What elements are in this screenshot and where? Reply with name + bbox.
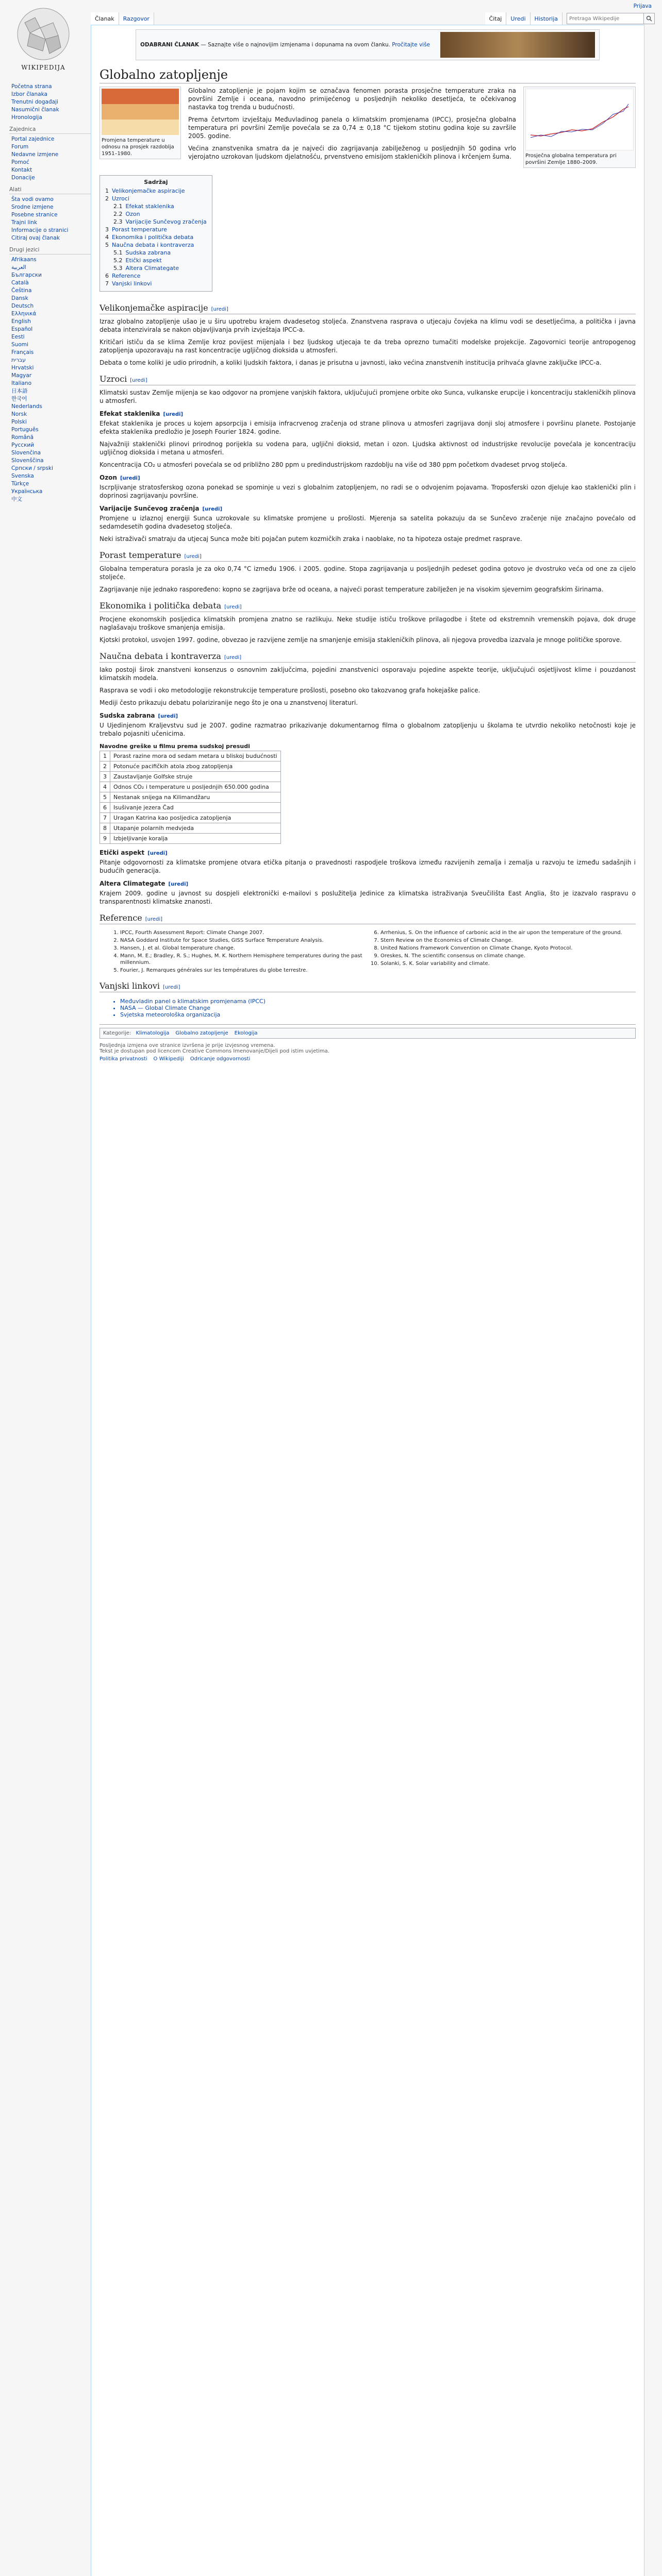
thumbnail-caption: Promjena temperature u odnosu na prosjek razdoblja 1951–1980. [102, 138, 174, 157]
sidebar-item[interactable]: Ελληνικά [11, 311, 37, 317]
table-row [100, 803, 281, 813]
search-button[interactable] [643, 13, 655, 24]
section-heading: Etički aspekt [uredi] [100, 849, 168, 856]
edit-section-link[interactable]: [uredi] [224, 655, 242, 660]
sidebar-portlet [6, 187, 91, 242]
section-heading: Varijacije Sunčevog zračenja [uredi] [100, 505, 223, 512]
table-cell: Porast razine mora od sedam metara u bliskoj budućnosti [110, 751, 281, 761]
toc-item[interactable]: 2 Uzroci [105, 195, 129, 202]
thumbnail-caption: Prosječna globalna temperatura pri površini Zemlje 1880–2009. [525, 153, 617, 165]
section-heading: Reference [uredi] [100, 913, 636, 924]
sidebar-item[interactable]: Hronologija [11, 114, 42, 121]
reference-item: 2. NASA Goddard Institute for Space Studies, GISS Surface Temperature Analysis. [120, 937, 375, 944]
page-title: Globalno zatopljenje [100, 67, 636, 83]
paragraph: Najvažniji staklenički plinovi prirodnog porijekla su vodena para, ugljični dioksid, metan i ozon. Ljudska aktivnost od industrijske revolucije povećala je koncentraciju ugljičnog dioksida i metana u atmosferi. [100, 440, 636, 456]
sidebar-item[interactable]: Dansk [11, 295, 28, 301]
table-cell: 7 [100, 813, 110, 823]
article-sections [100, 303, 636, 738]
sidebar-item[interactable]: Türkçe [11, 481, 29, 487]
search-icon [646, 15, 652, 22]
sidebar-item[interactable]: Kontakt [11, 167, 32, 173]
paragraph: Debata o tome koliki je udio prirodnih, a koliki ljudskih faktora, i danas je prisutna u javnosti, iako većina znanstvenih institucija prihvaća glavne zaključke IPCC-a. [100, 359, 602, 366]
edit-section-link[interactable]: [uredi] [158, 714, 178, 719]
toc-item[interactable]: 6 Reference [105, 273, 141, 279]
paragraph: Iscrpljivanje stratosferskog ozona ponekad se spominje u vezi s globalnim zatopljenjem, no radi se o odvojenim pojavama. Troposferski ozon djeluje kao staklenički plin i doprinosi zagrijavanju površine. [100, 484, 636, 499]
table-cell: 4 [100, 782, 110, 792]
table-cell: Odnos CO₂ i temperature u posljednjih 650.000 godina [110, 782, 281, 792]
table-cell: Uragan Katrina kao posljedica zatopljenja [110, 813, 281, 823]
reference-item: 4. Mann, M. E.; Bradley, R. S.; Hughes, M. K. Northern Hemisphere temperatures during the past millennium. [120, 953, 375, 966]
toc-item[interactable]: 5.3 Altera Climategate [113, 265, 179, 272]
sidebar-item[interactable]: Izbor članaka [11, 91, 47, 97]
sidebar [0, 82, 91, 508]
edit-section-link[interactable]: [uredi] [130, 378, 147, 383]
tab-history[interactable]: Historija [531, 12, 562, 25]
table-cell: Nestanak snijega na Kilimandžaru [110, 792, 281, 803]
reference-item: 10. Solanki, S. K. Solar variability and climate. [380, 960, 636, 967]
toc-item[interactable]: 1 Velikonjemačke aspiracije [105, 188, 185, 194]
toc-item[interactable]: 3 Porast temperature [105, 226, 167, 233]
table-cell: 6 [100, 803, 110, 813]
sidebar-heading: Zajednica [9, 126, 91, 134]
personal-tools [628, 3, 652, 9]
toc-item[interactable]: 2.1 Efekat staklenika [113, 203, 174, 210]
toc-item[interactable]: 5.1 Sudska zabrana [113, 249, 171, 256]
sidebar-item[interactable]: Citiraj ovaj članak [11, 235, 60, 241]
paragraph: Koncentracija CO₂ u atmosferi povećala se od približno 280 ppm u predindustrijskom razdoblju na više od 380 ppm početkom dvadeset prvog stoljeća. [100, 461, 567, 468]
sidebar-item[interactable]: 中文 [11, 496, 22, 502]
paragraph: Kjotski protokol, usvojen 1997. godine, obvezao je razvijene zemlje na smanjenje emisija stakleničkih plinova, ali njegova provedba izazvala je mnoge političke sporove. [100, 636, 622, 643]
sidebar-heading: Drugi jezici [9, 247, 91, 255]
reference-item: 1. IPCC, Fourth Assessment Report: Climate Change 2007. [120, 929, 375, 936]
category-link[interactable]: Ekologija [234, 1030, 258, 1036]
footer [100, 1024, 636, 1062]
edit-section-link[interactable]: [uredi] [184, 554, 202, 560]
section-heading: Velikonjemačke aspiracije [uredi] [100, 303, 636, 314]
table-row [100, 761, 281, 772]
paragraph: Klimatski sustav Zemlje mijenja se kao odgovor na promjene vanjskih faktora, uključujući promjene orbite oko Sunca, vulkanske erupcije i koncentraciju stakleničkih plinova u atmosferi. [100, 389, 636, 404]
reference-item: 6. Arrhenius, S. On the influence of carbonic acid in the air upon the temperature of the ground. [380, 929, 636, 936]
sidebar-item[interactable]: Svenska [11, 473, 34, 479]
search-input[interactable] [567, 13, 644, 24]
paragraph: Krajem 2009. godine u javnost su dospjeli elektronički e-mailovi s poslužitelja Jedinice za klimatska istraživanja Sveučilišta East Anglia, što je izazvalo raspravu o transparentnosti klimatske znanosti. [100, 890, 636, 905]
login-link[interactable]: Prijava [633, 3, 652, 9]
paragraph: U Ujedinjenom Kraljevstvu sud je 2007. godine razmatrao prikazivanje dokumentarnog filma o globalnom zatopljenju u školama te utvrdio nekoliko netočnosti koje je trebalo pojasniti učenicima. [100, 722, 636, 737]
sidebar-portlet [6, 126, 91, 181]
sidebar-heading: Alati [9, 187, 91, 194]
sidebar-item[interactable]: עברית [11, 357, 26, 363]
table-row [100, 823, 281, 834]
sidebar-item[interactable]: Posebne stranice [11, 212, 58, 218]
table-of-contents [100, 175, 212, 292]
section-heading: Naučna debata i kontraverza [uredi] [100, 651, 636, 663]
table-row [100, 813, 281, 823]
sidebar-item[interactable]: Pomoć [11, 159, 29, 165]
section-heading: Porast temperature [uredi] [100, 550, 636, 562]
table-cell: 3 [100, 772, 110, 782]
site-notice-link[interactable]: Pročitajte više [392, 42, 431, 48]
toc-list [105, 188, 207, 287]
sidebar-item[interactable]: Čeština [11, 287, 32, 294]
footer-line: Posljednja izmjena ove stranice izvršena je prije izvjesnog vremena. [100, 1043, 275, 1048]
sidebar-item[interactable]: Trenutni događaji [11, 99, 58, 105]
sidebar-item[interactable]: Српски / srpski [11, 465, 53, 471]
section-heading: Ozon [uredi] [100, 474, 140, 481]
errors-table [100, 742, 281, 844]
sidebar-item[interactable]: Informacije o stranici [11, 227, 69, 233]
section-heading: Sudska zabrana [uredi] [100, 712, 178, 719]
site-notice-banner [440, 32, 595, 58]
sidebar-item[interactable]: 日本語 [11, 388, 28, 394]
paragraph: Kritičari ističu da se klima Zemlje kroz povijest mijenjala i bez ljudskog utjecaja te da treba oprezno tumačiti modelske projekcije. Zagovornici teorije antropogenog zatopljenja upozoravaju na rast koncentracije ugljičnog dioksida u atmosferi. [100, 338, 636, 354]
sidebar-item[interactable]: Slovenčina [11, 450, 41, 456]
sidebar-portlet [6, 83, 91, 121]
tab-edit[interactable]: Uredi [506, 12, 530, 25]
section-heading: Altera Climategate [uredi] [100, 880, 189, 887]
site-notice-title: ODABRANI ČLANAK [140, 42, 199, 48]
paragraph: Procjene ekonomskih posljedica klimatskih promjena znatno se razlikuju. Neke studije ističu troškove prilagodbe i štete od ekstremnih vremenskih pojava, dok druge naglašavaju troškove smanjenja emisija. [100, 616, 636, 631]
article-sections-after-table [100, 849, 636, 924]
category-links: Kategorije: Klimatologija Globalno zatopljenje Ekologija [100, 1028, 636, 1039]
sidebar-item[interactable]: Šta vodi ovamo [11, 196, 54, 202]
table-row [100, 772, 281, 782]
temperature-chart-image [525, 89, 634, 150]
table-cell: Zaustavljanje Golfske struje [110, 772, 281, 782]
footer-line: Tekst je dostupan pod licencom Creative Commons Imenovanje/Dijeli pod istim uvjetima. [100, 1048, 329, 1054]
reference-item: 8. United Nations Framework Convention on Climate Change, Kyoto Protocol. [380, 945, 636, 952]
table-cell: 2 [100, 761, 110, 772]
section-heading: Efekat staklenika [uredi] [100, 410, 184, 417]
references-list [100, 929, 636, 974]
intro-paragraph: Većina znanstvenika smatra da je najveći dio zagrijavanja zabilježenog u posljednjih 50 godina vrlo vjerojatno uzrokovan ljudskom djelatnošću, prvenstveno emisijom stakleničkih plinova i krčenjem šuma. [188, 145, 516, 160]
table-cell: Utapanje polarnih medvjeda [110, 823, 281, 834]
external-link[interactable]: • Svjetska meteorološka organizacija [120, 1011, 636, 1018]
sidebar-item[interactable]: Español [11, 326, 33, 332]
sidebar-item[interactable]: Català [11, 280, 29, 286]
sidebar-item[interactable]: Nedavne izmjene [11, 151, 59, 158]
sidebar-item[interactable]: Română [11, 434, 34, 440]
toc-item[interactable]: 5.2 Etički aspekt [113, 257, 162, 264]
toc-item[interactable]: 7 Vanjski linkovi [105, 280, 152, 287]
external-link[interactable]: • NASA — Global Climate Change [120, 1005, 636, 1011]
sidebar-item[interactable]: Srodne izmjene [11, 204, 54, 210]
logo-wordmark: WIKIPEDIJA [21, 64, 65, 71]
paragraph: Iako postoji širok znanstveni konsenzus o osnovnim zaključcima, pojedini znanstvenici osporavaju pojedine aspekte teorije, uključujući osjetljivost klime i pouzdanost klimatskih modela. [100, 666, 636, 682]
site-notice: ODABRANI ČLANAK — Saznajte više o najnovijim izmjenama i dopunama na ovom članku. Pročitajte više [136, 29, 600, 60]
sidebar-item[interactable]: Eesti [11, 334, 25, 340]
paragraph: Neki istraživači smatraju da utjecaj Sunca može biti pojačan putem kozmičkih zraka i naoblake, no ta hipoteza ostaje predmet rasprave. [100, 535, 522, 543]
paragraph: Izraz globalno zatopljenje ušao je u širu upotrebu krajem dvadesetog stoljeća. Znanstvena rasprava o utjecaju čovjeka na klimu vodi se desetljećima, a politička i javna debata intenzivirala se nakon objavljivanja prvih izvještaja IPCC-a. [100, 318, 636, 333]
sidebar-item[interactable]: English [11, 318, 31, 325]
table-cell: Isušivanje jezera Čad [110, 803, 281, 813]
sidebar-item[interactable]: 한국어 [11, 396, 27, 402]
edit-section-link[interactable]: [uredi] [145, 917, 163, 922]
footer-link[interactable]: Politika privatnosti [100, 1056, 147, 1062]
edit-section-link[interactable]: [uredi] [168, 882, 189, 887]
sidebar-item[interactable]: Français [11, 349, 34, 355]
category-link[interactable]: Klimatologija [136, 1030, 170, 1036]
reference-item: 5. Fourier, J. Remarques générales sur les températures du globe terrestre. [120, 967, 375, 974]
edit-section-link[interactable]: [uredi] [202, 506, 223, 512]
table-cell: 5 [100, 792, 110, 803]
paragraph: Rasprava se vodi i oko metodologije rekonstrukcije temperature prošlosti, posebno oko takozvanog grafa hokejaške palice. [100, 687, 481, 694]
section-heading: Ekonomika i politička debata [uredi] [100, 601, 636, 612]
sidebar-item[interactable]: Suomi [11, 342, 28, 348]
sidebar-item[interactable]: Magyar [11, 372, 32, 379]
sidebar-item[interactable]: Forum [11, 144, 29, 150]
sidebar-item[interactable]: Slovenščina [11, 457, 44, 464]
content-area [91, 25, 644, 2576]
sidebar-item[interactable]: Početna strana [11, 83, 52, 90]
paragraph: Globalna temperatura porasla je za oko 0,74 °C između 1906. i 2005. godine. Stopa zagrijavanja u posljednjih pedeset godina gotovo je dvostruko veća od one za cijelo stoljeće. [100, 565, 636, 581]
paragraph: Promjene u izlaznoj energiji Sunca uzrokovale su klimatske promjene u prošlosti. Mjerenja sa satelita pokazuju da se Sunčevo zračenje nije značajno povećalo od sedamdesetih godina dvadesetog stoljeća. [100, 515, 636, 530]
edit-section-link[interactable]: [uredi] [211, 307, 228, 312]
tab-talk[interactable]: Razgovor [119, 12, 154, 25]
sidebar-item[interactable]: Русский [11, 442, 35, 448]
section-heading: Vanjski linkovi [uredi] [100, 981, 636, 992]
table-row [100, 782, 281, 792]
footer-link[interactable]: Odricanje odgovornosti [190, 1056, 251, 1062]
external-link[interactable]: • Međuvladin panel o klimatskim promjenama (IPCC) [120, 998, 636, 1005]
table-row [100, 751, 281, 761]
reference-item: 3. Hansen, J. et al. Global temperature change. [120, 945, 375, 952]
thumbnail-anomaly-map [100, 87, 181, 159]
sidebar-item[interactable]: Portal zajednice [11, 136, 55, 142]
tab-article[interactable]: Članak [91, 12, 119, 25]
sidebar-item[interactable]: Nasumični članak [11, 107, 59, 113]
sidebar-item[interactable]: Deutsch [11, 303, 34, 309]
sidebar-portlet [6, 247, 91, 503]
paragraph: Pitanje odgovornosti za klimatske promjene otvara etička pitanja o pravednosti raspodjele troškova između razvijenih zemalja i zemalja u razvoju te između sadašnjih i budućih generacija. [100, 859, 636, 874]
edit-section-link[interactable]: [uredi] [163, 412, 184, 417]
paragraph: Mediji često prikazuju debatu polariziranije nego što je ona u znanstvenoj literaturi. [100, 699, 358, 706]
sidebar-item[interactable]: Български [11, 272, 42, 278]
toc-item[interactable]: 2.2 Ozon [113, 211, 140, 217]
sidebar-item[interactable]: Português [11, 427, 39, 433]
paragraph: Efekat staklenika je proces u kojem apsorpcija i emisija infracrvenog zračenja od strane plinova u atmosferi zagrijava donji sloj atmosfere i površinu planete. Postojanje efekta staklenika predložio je Joseph Fourier 1824. godine. [100, 420, 636, 435]
footer-link[interactable]: O Wikipediji [153, 1056, 184, 1062]
toc-title: Sadržaj [144, 179, 168, 185]
intro-paragraph: Globalno zatopljenje je pojam kojim se označava fenomen porasta prosječne temperature zraka na površini Zemlje i oceana, navodno primijećenog u posljednjih nekoliko desetljeća, te očekivanog nastavka tog trenda u budućnosti. [188, 87, 516, 111]
edit-section-link[interactable]: [uredi] [224, 604, 242, 610]
toc-item[interactable]: 4 Ekonomika i politička debata [105, 234, 194, 241]
edit-section-link[interactable]: [uredi] [147, 851, 168, 856]
sidebar-item[interactable]: Donacije [11, 175, 35, 181]
tab-read[interactable]: Čitaj [485, 12, 507, 25]
sidebar-item[interactable]: Hrvatski [11, 365, 34, 371]
paragraph: Zagrijavanje nije jednako raspoređeno: kopno se zagrijava brže od oceana, a najveći porast temperature zabilježen je na visokim sjevernim geografskim širinama. [100, 586, 604, 593]
intro-paragraph: Prema četvrtom izvještaju Međuvladinog panela o klimatskim promjenama (IPCC), prosječna globalna temperatura pri površini Zemlje povećala se za 0,74 ± 0,18 °C tijekom stotinu godina koje su završile 2005. godine. [188, 116, 516, 140]
thumbnail-temperature-chart [523, 87, 636, 168]
namespace-tabs [91, 12, 154, 25]
toc-item[interactable]: 5 Naučna debata i kontraverza [105, 242, 194, 248]
table-cell: 1 [100, 751, 110, 761]
table-caption: Navodne greške u filmu prema sudskoj presudi [100, 743, 250, 750]
reference-item: 9. Oreskes, N. The scientific consensus on climate change. [380, 953, 636, 959]
sidebar-item[interactable]: Norsk [11, 411, 27, 417]
table-row [100, 792, 281, 803]
table-cell: Izbjeljivanje koralja [110, 834, 281, 844]
category-link[interactable]: Globalno zatopljenje [175, 1030, 228, 1036]
sidebar-item[interactable]: Trajni link [11, 219, 38, 226]
sidebar-item[interactable]: Polski [11, 419, 27, 425]
sidebar-item[interactable]: Italiano [11, 380, 31, 386]
external-links-list [100, 998, 636, 1018]
table-cell: Potonuće pacifičkih atola zbog zatopljenja [110, 761, 281, 772]
sidebar-item[interactable]: Nederlands [11, 403, 42, 410]
reference-item: 7. Stern Review on the Economics of Climate Change. [380, 937, 636, 944]
table-row [100, 834, 281, 844]
section-heading: Uzroci [uredi] [100, 374, 636, 385]
anomaly-map-image [102, 89, 179, 135]
sidebar-item[interactable]: Українська [11, 488, 43, 495]
table-cell: 8 [100, 823, 110, 834]
site-notice-text: Saznajte više o najnovijim izmjenama i dopunama na ovom članku. [208, 42, 390, 48]
view-tabs [485, 12, 655, 25]
table-cell: 9 [100, 834, 110, 844]
toc-item[interactable]: 2.3 Varijacije Sunčevog zračenja [113, 218, 207, 225]
sidebar-item[interactable]: Afrikaans [11, 257, 37, 263]
wikipedia-logo[interactable] [4, 2, 82, 79]
edit-section-link[interactable]: [uredi] [120, 476, 140, 481]
sidebar-item[interactable]: العربية [11, 264, 26, 270]
